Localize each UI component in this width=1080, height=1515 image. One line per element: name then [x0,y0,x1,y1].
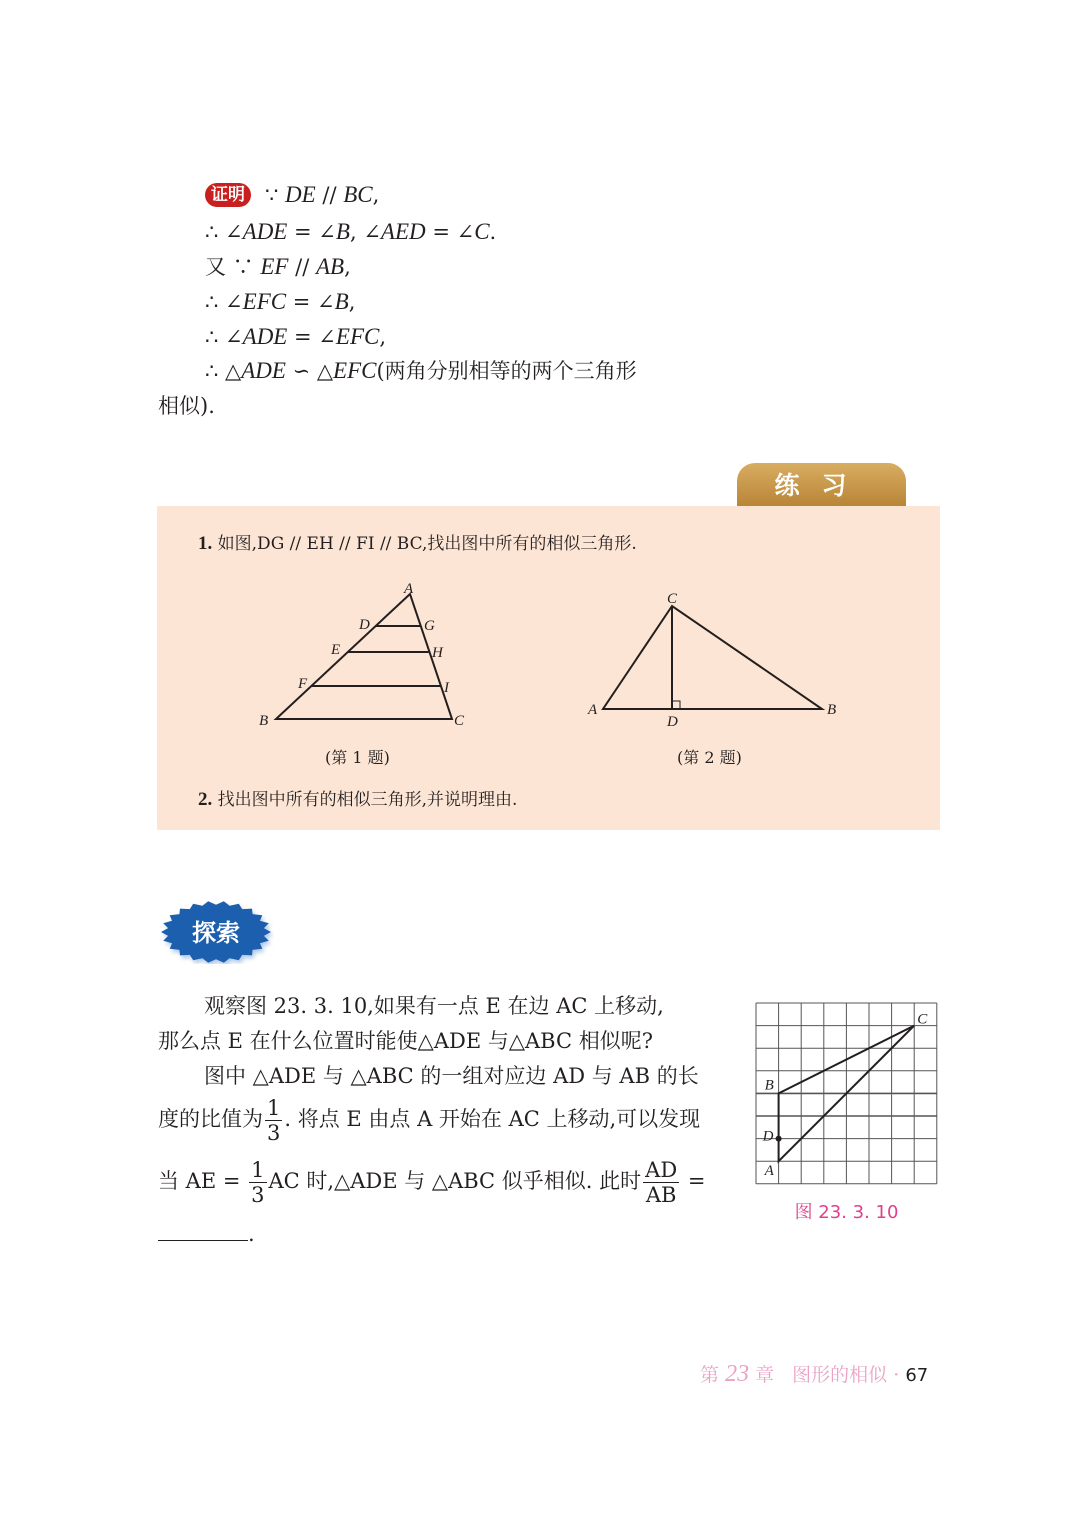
math: B [335,219,350,244]
text: // [288,255,316,279]
text: ∴ ∠ [205,220,243,244]
question-number: 1. [198,533,213,554]
figure-1-triangle [276,594,452,719]
text: (两角分别相等的两个三角形 [376,359,637,383]
vertex-label: B [827,702,837,718]
math: B [334,289,349,314]
explore-p2-line2 [158,1096,700,1145]
math: ADE [242,324,288,349]
vertex-label: C [917,1011,928,1028]
math: EF [260,254,289,279]
vertex-label: D [667,714,678,730]
text: 度的比值为 [158,1107,263,1131]
exercise-tab: 练习 [737,463,906,506]
chapter-title: 图形的相似 [792,1364,888,1386]
math: DE [285,182,316,207]
question-text: 如图,DG // EH // FI // BC,找出图中所有的相似三角形. [217,534,637,554]
chapter-prefix: 第 [700,1364,720,1386]
text: ∴ △ [205,359,242,383]
figure-2-triangle [603,606,822,709]
text: 又 ∵ [205,255,261,279]
fraction-one-third [249,1158,266,1207]
page-footer [700,1360,928,1388]
numerator: AD [645,1158,678,1182]
vertex-label: H [432,645,443,661]
text: , [379,325,387,349]
math: EFC [333,358,377,383]
math: EFC [242,289,287,314]
text: . 将点 E 由点 A 开始在 AC 上移动,可以发现 [284,1107,701,1131]
text: AC 时,△ADE 与 △ABC 似乎相似. 此时 [268,1169,642,1193]
text: // [315,183,344,207]
page-number: 67 [905,1365,929,1386]
text: , [344,255,351,279]
text: = ∠ [425,220,475,244]
question-number: 2. [198,789,213,810]
math: C [474,219,490,244]
math: ADE [241,358,286,383]
denominator: AB [645,1183,677,1207]
vertex-label: A [404,581,414,597]
vertex-label: B [259,713,269,729]
vertex-label: C [667,591,678,607]
answer-blank[interactable] [158,1240,248,1241]
denominator: 3 [267,1121,281,1145]
text: ∴ ∠ [205,325,243,349]
text: , [372,183,380,207]
question-text: 找出图中所有的相似三角形,并说明理由. [217,790,518,810]
text: . [248,1222,255,1246]
chapter-number: 23 [725,1361,750,1387]
text: ∵ [265,183,286,207]
chapter-suffix: 章 [755,1364,775,1386]
fraction-ad-ab [643,1158,679,1207]
text: = [681,1169,706,1193]
vertex-label: D [762,1128,774,1145]
math: EFC [335,324,380,349]
math: AED [380,219,426,244]
text: 当 AE = [158,1169,248,1193]
numerator: 1 [267,1096,281,1120]
vertex-label: B [764,1077,774,1094]
proof-line-7: 相似). [158,394,215,418]
grid-figure [740,995,950,1195]
figure-caption: 图 23. 3. 10 [794,1202,899,1223]
separator: · [893,1364,900,1386]
explore-p2-line3 [158,1158,705,1207]
numerator: 1 [251,1158,265,1182]
math: AB [315,254,345,279]
text: . [489,220,497,244]
figure-1-caption: (第 1 题) [325,748,390,767]
text: = ∠ [287,325,336,349]
explore-badge [158,900,274,964]
explore-p1-line1: 观察图 23. 3. 10,如果有一点 E 在边 AC 上移动, [204,994,664,1018]
explore-label: 探索 [192,919,240,947]
vertex-label: E [331,642,341,658]
vertex-label: C [454,713,465,729]
vertex-label: A [764,1163,774,1180]
text: = ∠ [286,290,335,314]
point-d [776,1136,782,1142]
explore-p1-line2: 那么点 E 在什么位置时能使△ADE 与△ABC 相似呢? [158,1029,653,1053]
vertex-label: A [588,702,598,718]
fraction-one-third [265,1096,282,1145]
text: , [348,290,356,314]
exercise-q2 [198,785,517,811]
answer-blank-line [158,1222,255,1246]
explore-p2-line1: 图中 △ADE 与 △ABC 的一组对应边 AD 与 AB 的长 [204,1064,699,1088]
text: = ∠ [287,220,336,244]
text: ∴ ∠ [205,290,243,314]
vertex-label: D [359,617,370,633]
math: ADE [242,219,288,244]
text: , ∠ [349,220,381,244]
proof-badge: 证明 [205,183,251,207]
text: ∽ △ [285,359,334,383]
math: BC [343,182,373,207]
figure-2-caption: (第 2 题) [677,748,742,767]
vertex-label: F [298,676,308,692]
vertex-label: I [444,680,449,696]
denominator: 3 [251,1183,265,1207]
vertex-label: G [424,618,435,634]
